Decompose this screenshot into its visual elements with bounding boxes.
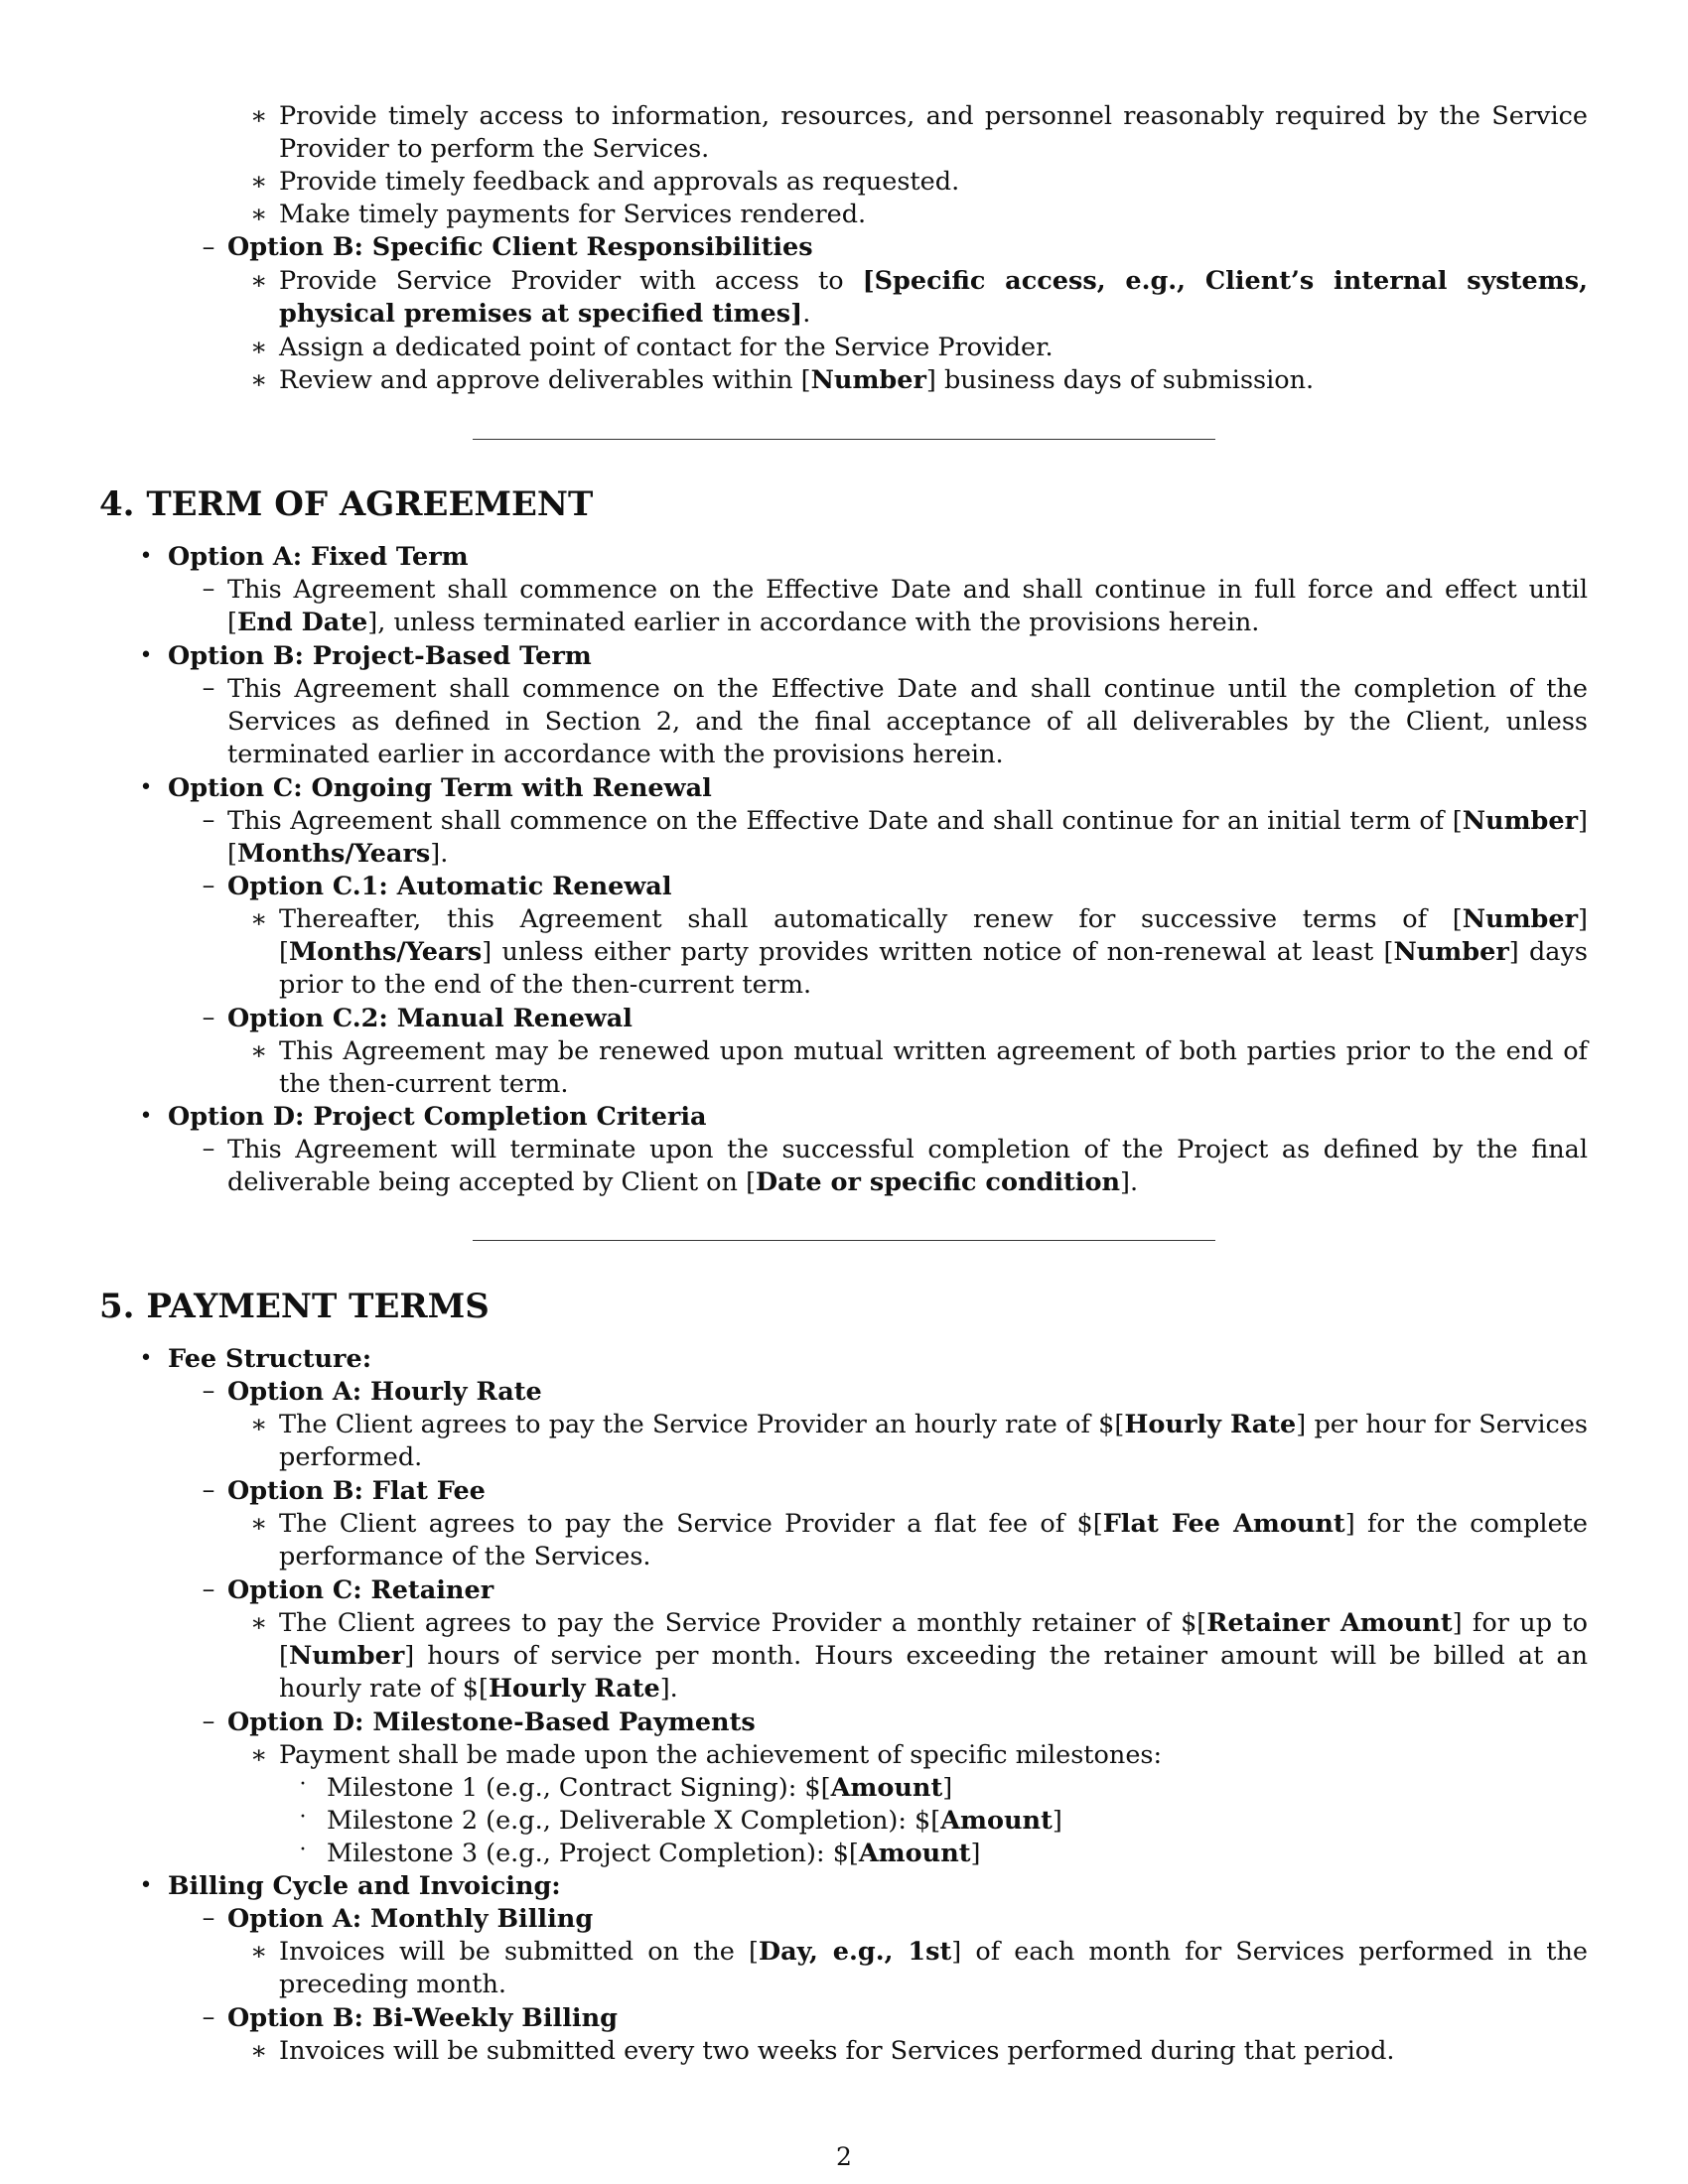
list-marker-dash: – xyxy=(202,574,215,604)
list-marker-asterisk: ∗ xyxy=(250,266,268,296)
list-marker-asterisk: ∗ xyxy=(250,1937,268,1967)
list-marker-asterisk: ∗ xyxy=(250,1410,268,1439)
list-marker-asterisk: ∗ xyxy=(250,1036,268,1066)
list-marker-dash: – xyxy=(202,1706,215,1736)
list-item: Make timely payments for Services rendered. xyxy=(279,200,867,229)
list-marker-dash: – xyxy=(202,673,215,703)
list-marker-asterisk: ∗ xyxy=(250,333,268,362)
list-item: This Agreement shall commence on the Effective Date and shall continue for an initial term of [Number] [Months/Years]. xyxy=(227,806,1588,869)
list-marker-bullet: • xyxy=(139,544,153,569)
list-marker-asterisk: ∗ xyxy=(250,2036,268,2066)
list-marker-dash: – xyxy=(202,2002,215,2032)
list-marker-dash: – xyxy=(202,232,215,262)
list-item: Provide Service Provider with access to [Specific access, e.g., Client’s internal systems, physical premises at specified times]. xyxy=(279,266,1588,329)
list-item: Review and approve deliverables within [Number] business days of submission. xyxy=(279,365,1315,395)
list-marker-asterisk: ∗ xyxy=(250,1509,268,1539)
option-title: Option A: Hourly Rate xyxy=(227,1377,542,1407)
list-marker-dash: – xyxy=(202,805,215,835)
list-marker-bullet: • xyxy=(139,1346,153,1371)
list-marker-dash: – xyxy=(202,1574,215,1604)
list-marker-asterisk: ∗ xyxy=(250,167,268,197)
list-marker-dash: – xyxy=(202,1376,215,1406)
option-title: Option C: Retainer xyxy=(227,1575,494,1605)
list-item: This Agreement may be renewed upon mutual written agreement of both parties prior to the end of the then-current term. xyxy=(279,1036,1588,1099)
list-marker-dash: – xyxy=(202,1003,215,1032)
list-marker-asterisk: ∗ xyxy=(250,200,268,229)
list-marker-dash: – xyxy=(202,871,215,900)
list-marker-asterisk: ∗ xyxy=(250,1740,268,1770)
list-marker-dash: – xyxy=(202,1903,215,1933)
list-marker-dot: · xyxy=(299,1805,307,1830)
list-item: Provide timely feedback and approvals as requested. xyxy=(279,167,960,197)
option-title: Option C.2: Manual Renewal xyxy=(227,1004,633,1033)
list-marker-dot: · xyxy=(299,1772,307,1797)
option-title: Option A: Fixed Term xyxy=(168,542,469,572)
subsection-title: Fee Structure: xyxy=(168,1344,372,1374)
page-number: 2 xyxy=(836,2142,852,2171)
option-title: Option C: Ongoing Term with Renewal xyxy=(168,773,712,803)
list-item: This Agreement will terminate upon the successful completion of the Project as defined by the final deliverable being accepted by Client on [Date or specific condition]. xyxy=(227,1135,1588,1197)
list-item: Provide timely access to information, resources, and personnel reasonably required by the Service Provider to perform the Services. xyxy=(279,101,1588,164)
list-marker-bullet: • xyxy=(139,643,153,668)
list-item: The Client agrees to pay the Service Provider a monthly retainer of $[Retainer Amount] for up to [Number] hours of service per month. Hours exceeding the retainer amount will be billed at an hourly rate of $[Hourly Rate]. xyxy=(279,1608,1588,1704)
list-item: Invoices will be submitted on the [Day, e.g., 1st] of each month for Services performed in the preceding month. xyxy=(279,1937,1588,1999)
list-item: The Client agrees to pay the Service Provider a flat fee of $[Flat Fee Amount] for the complete performance of the Services. xyxy=(279,1509,1588,1571)
option-title: Option B: Specific Client Responsibilities xyxy=(227,232,813,262)
list-item: This Agreement shall commence on the Effective Date and shall continue until the completion of the Services as defined in Section 2, and the final acceptance of all deliverables by the Client, unless terminated earlier in accordance with the provisions herein. xyxy=(227,674,1588,769)
list-marker-asterisk: ∗ xyxy=(250,1608,268,1638)
section-divider xyxy=(473,1240,1215,1241)
milestone-item: Milestone 2 (e.g., Deliverable X Completion): $[Amount] xyxy=(327,1806,1062,1836)
list-marker-asterisk: ∗ xyxy=(250,904,268,934)
option-title: Option C.1: Automatic Renewal xyxy=(227,872,672,901)
option-title: Option D: Project Completion Criteria xyxy=(168,1102,707,1132)
list-item: Thereafter, this Agreement shall automatically renew for successive terms of [Number] [Months/Years] unless either party provides written notice of non-renewal at least [Number] days prior to the end of the then-current term. xyxy=(279,904,1589,1000)
option-title: Option D: Milestone-Based Payments xyxy=(227,1707,756,1737)
milestone-item: Milestone 1 (e.g., Contract Signing): $[Amount] xyxy=(327,1773,953,1803)
list-item: Invoices will be submitted every two weeks for Services performed during that period. xyxy=(279,2036,1395,2066)
list-item: This Agreement shall commence on the Effective Date and shall continue in full force and effect until [End Date], unless terminated earlier in accordance with the provisions herein. xyxy=(227,575,1588,637)
list-marker-asterisk: ∗ xyxy=(250,101,268,131)
milestone-item: Milestone 3 (e.g., Project Completion): $[Amount] xyxy=(327,1839,981,1868)
option-title: Option B: Bi-Weekly Billing xyxy=(227,2003,618,2033)
section-divider xyxy=(473,439,1215,440)
list-marker-dash: – xyxy=(202,1134,215,1163)
list-marker-asterisk: ∗ xyxy=(250,365,268,395)
section-heading: 4. TERM OF AGREEMENT xyxy=(99,484,594,524)
list-marker-dash: – xyxy=(202,1475,215,1505)
subsection-title: Billing Cycle and Invoicing: xyxy=(168,1871,561,1901)
list-marker-dot: · xyxy=(299,1838,307,1862)
list-marker-bullet: • xyxy=(139,1873,153,1898)
list-marker-bullet: • xyxy=(139,1104,153,1129)
option-title: Option B: Flat Fee xyxy=(227,1476,486,1506)
list-item: Payment shall be made upon the achievement of specific milestones: xyxy=(279,1740,1163,1770)
list-marker-bullet: • xyxy=(139,775,153,800)
section-heading: 5. PAYMENT TERMS xyxy=(99,1287,490,1326)
option-title: Option A: Monthly Billing xyxy=(227,1904,594,1934)
list-item: Assign a dedicated point of contact for the Service Provider. xyxy=(279,333,1054,362)
list-item: The Client agrees to pay the Service Provider an hourly rate of $[Hourly Rate] per hour for Services performed. xyxy=(279,1410,1589,1472)
option-title: Option B: Project-Based Term xyxy=(168,641,592,671)
